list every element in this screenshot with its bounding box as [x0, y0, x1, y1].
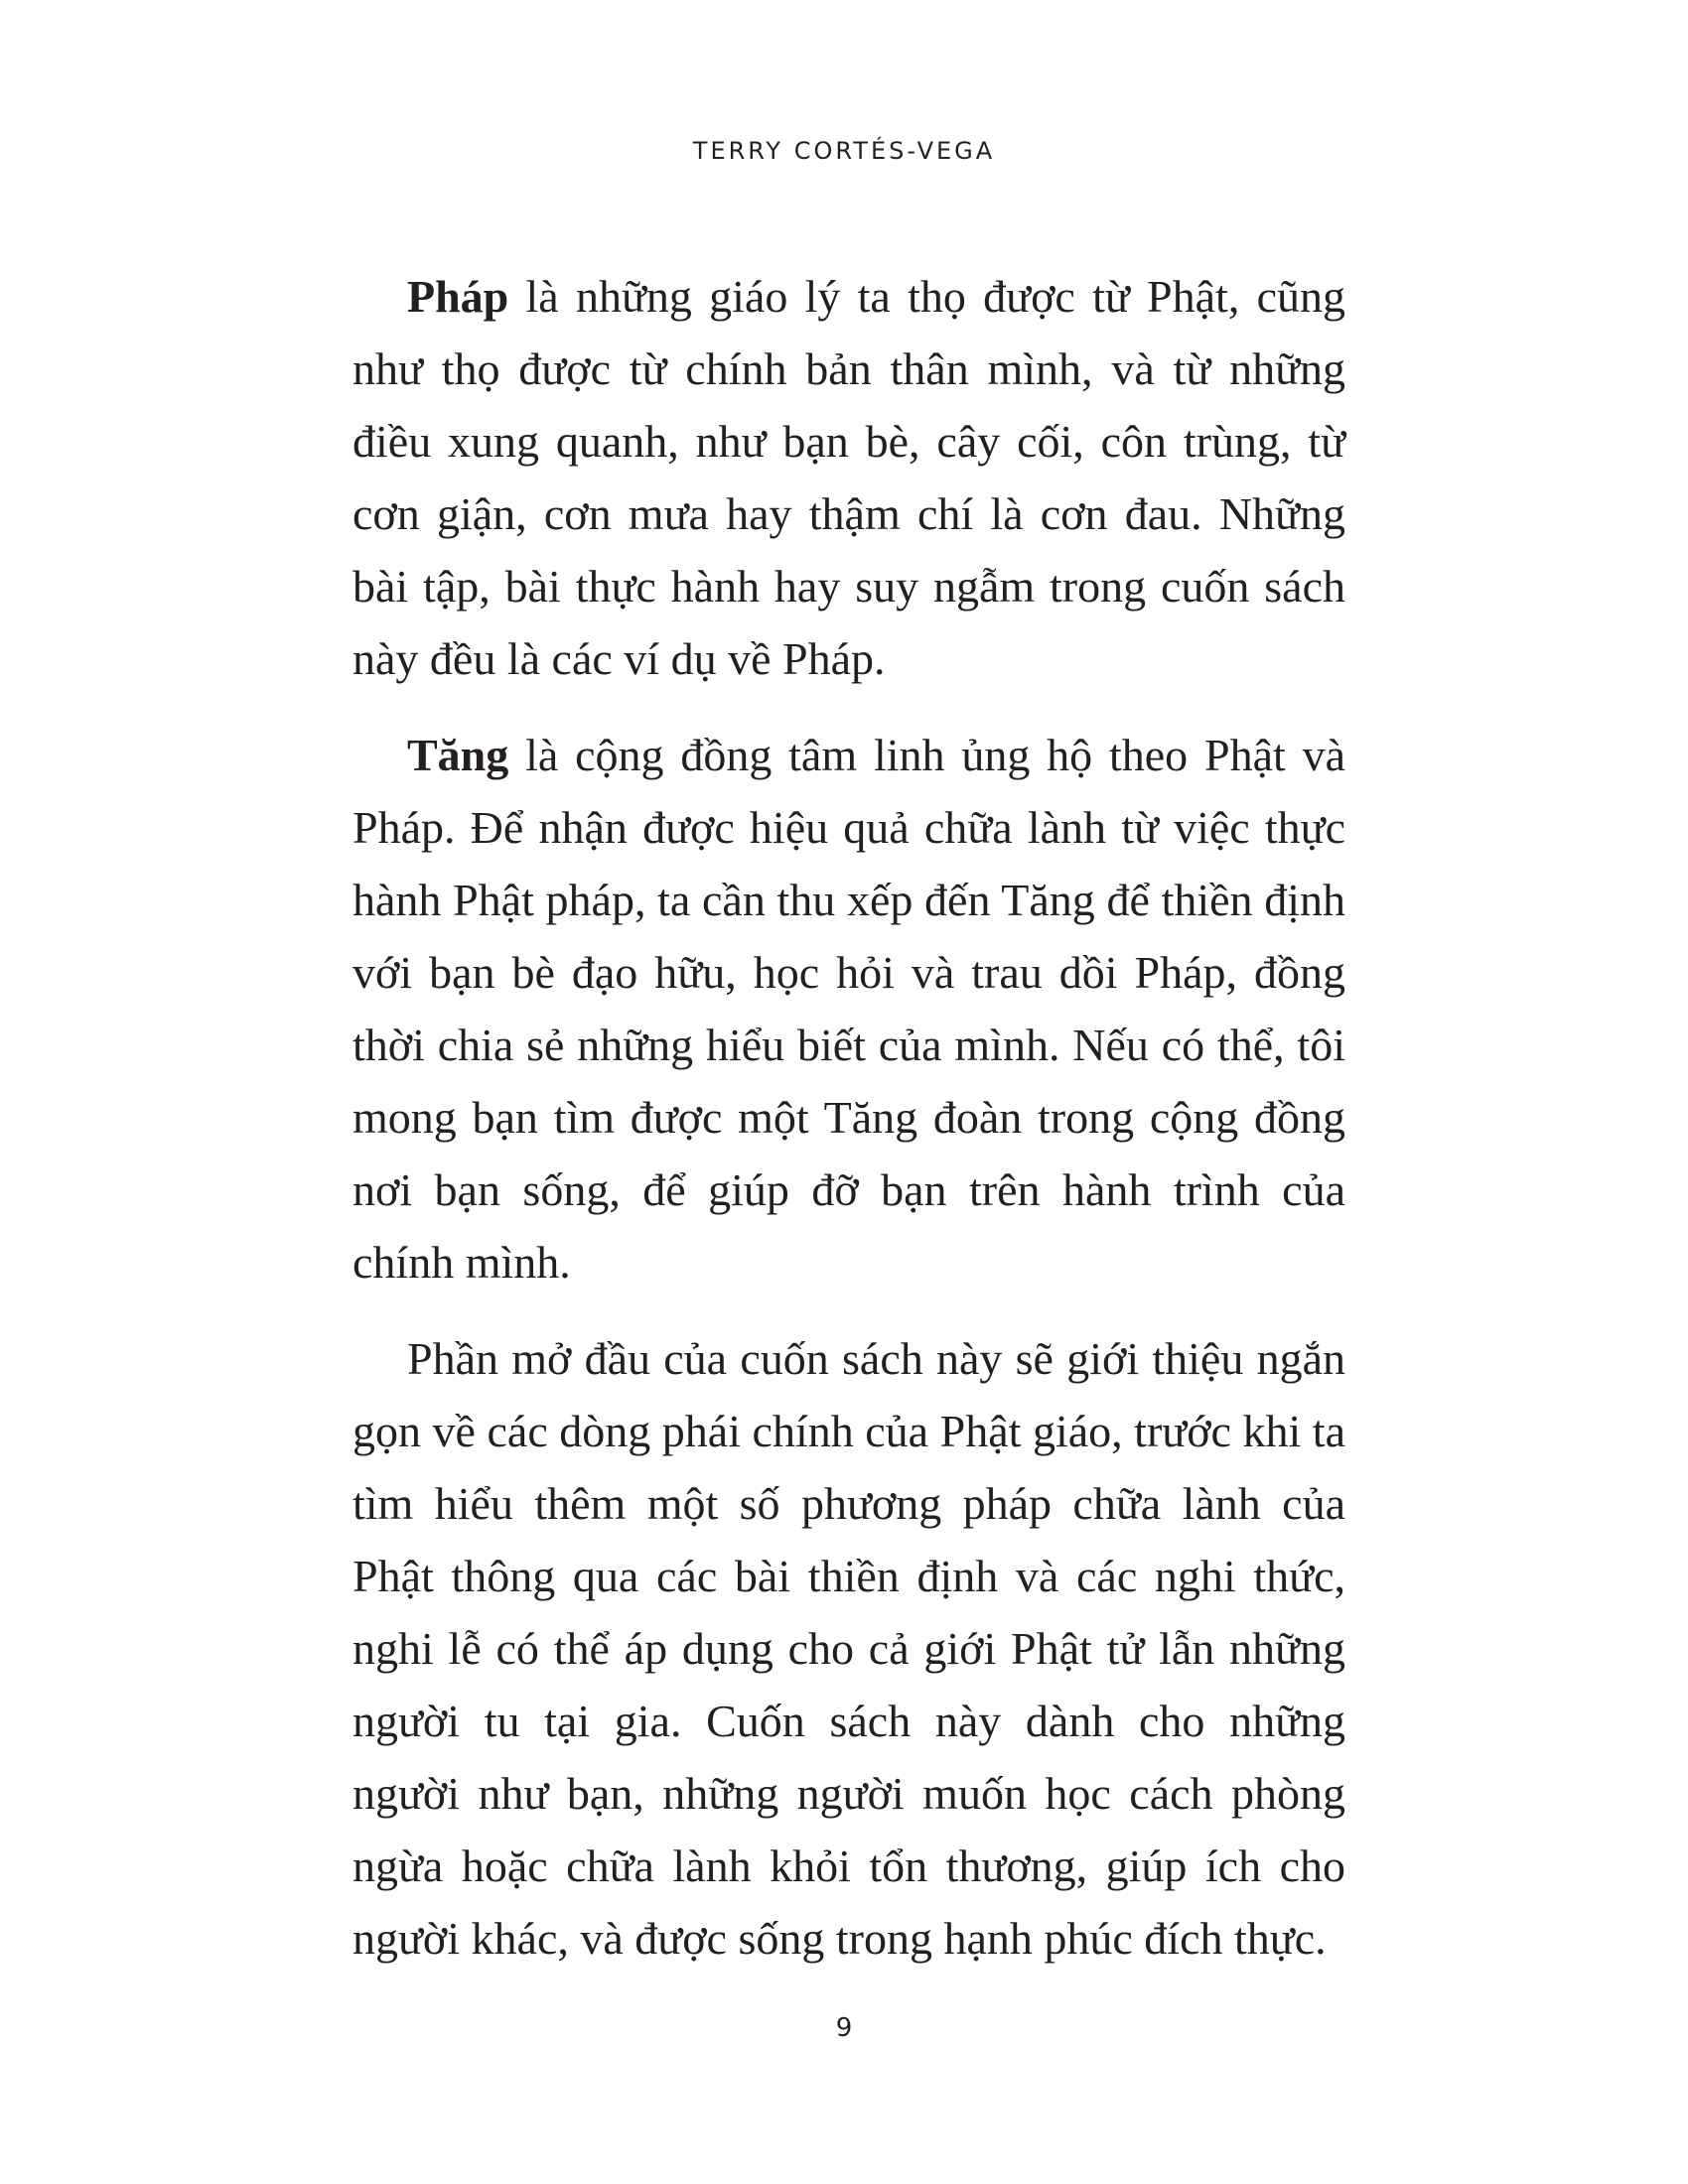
- paragraph-phap: [352, 260, 1345, 695]
- running-header-author: TERRY CORTÉS-VEGA: [692, 137, 996, 165]
- term-tang: Tăng: [407, 730, 509, 780]
- page-number: 9: [835, 2013, 853, 2043]
- paragraph-intro: [352, 1322, 1345, 1975]
- paragraph-phap-text: là những giáo lý ta thọ được từ Phật, cũng như thọ được từ chính bản thân mình, và từ những điều xung quanh, như bạn bè, cây cối, côn trùng, từ cơn giận, cơn mưa hay thậm chí là cơn đau. Những bài tập, bài thực hành hay suy ngẫm trong cuốn sách này đều là các ví dụ về Pháp.: [352, 271, 1345, 684]
- paragraph-intro-text: Phần mở đầu của cuốn sách này sẽ giới thiệu ngắn gọn về các dòng phái chính của Phật giáo, trước khi ta tìm hiểu thêm một số phương pháp chữa lành của Phật thông qua các bài thiền định và các nghi thức, nghi lễ có thể áp dụng cho cả giới Phật tử lẫn những người tu tại gia. Cuốn sách này dành cho những người như bạn, những người muốn học cách phòng ngừa hoặc chữa lành khỏi tổn thương, giúp ích cho người khác, và được sống trong hạnh phúc đích thực.: [352, 1333, 1345, 1964]
- term-phap: Pháp: [407, 271, 509, 322]
- paragraph-tang: [352, 719, 1345, 1298]
- paragraph-tang-text: là cộng đồng tâm linh ủng hộ theo Phật và Pháp. Để nhận được hiệu quả chữa lành từ việc thực hành Phật pháp, ta cần thu xếp đến Tăng để thiền định với bạn bè đạo hữu, học hỏi và trau dồi Pháp, đồng thời chia sẻ những hiểu biết của mình. Nếu có thể, tôi mong bạn tìm được một Tăng đoàn trong cộng đồng nơi bạn sống, để giúp đỡ bạn trên hành trình của chính mình.: [352, 730, 1345, 1288]
- body-text: [352, 260, 1345, 1998]
